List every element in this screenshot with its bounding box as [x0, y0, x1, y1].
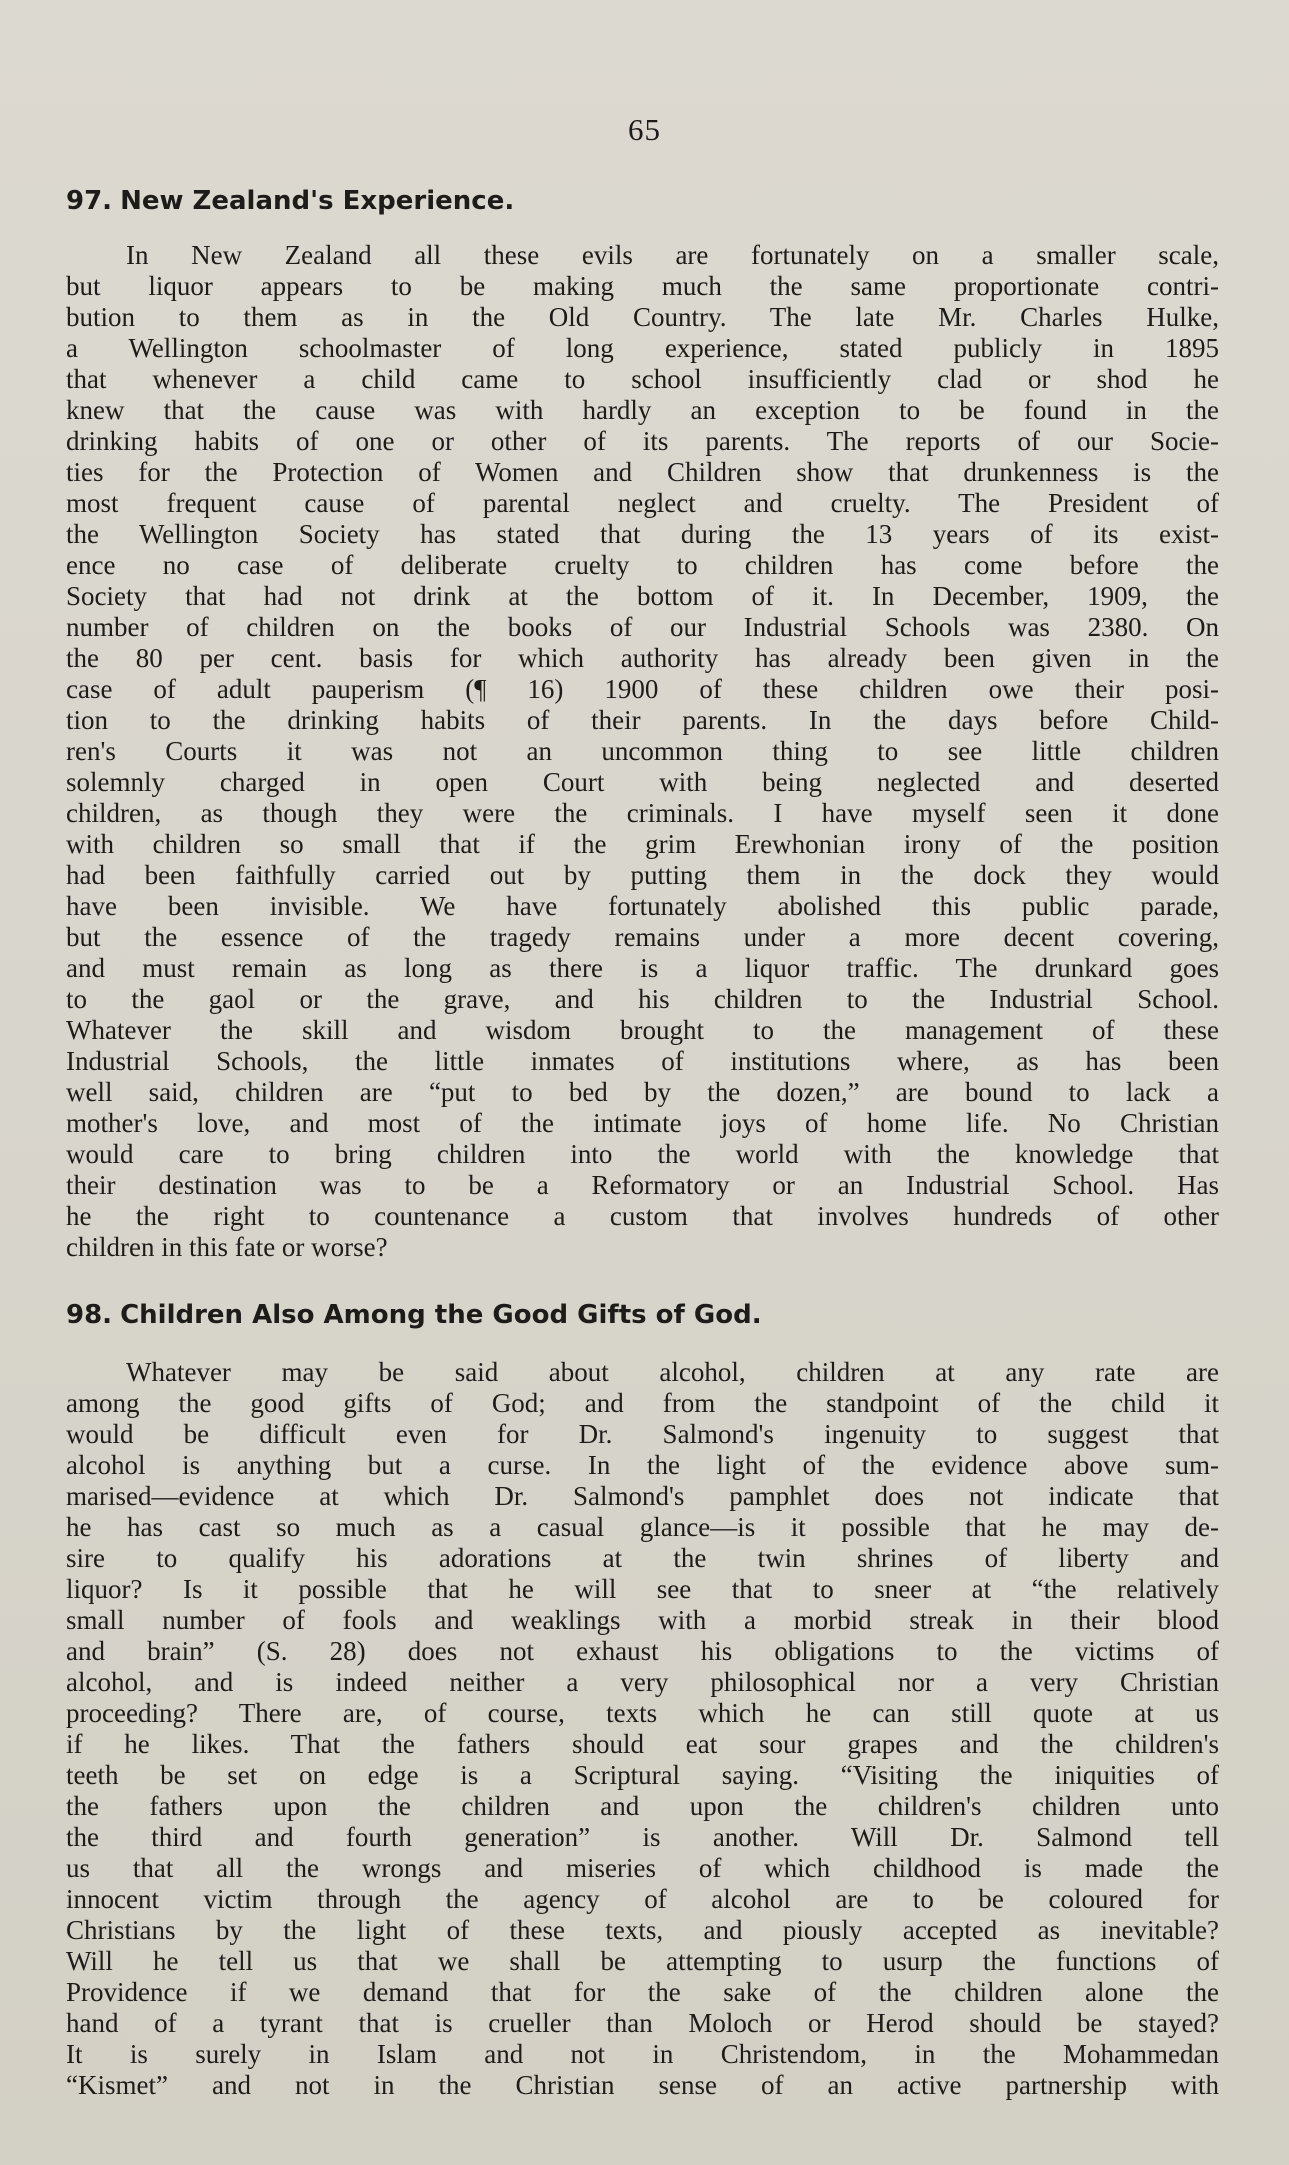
text-line: number of children on the books of our Industrial Schools was 2380. On	[66, 612, 1219, 642]
text-line: solemnly charged in open Court with being neglected and deserted	[66, 767, 1219, 797]
text-line: children in this fate or worse?	[66, 1232, 388, 1262]
text-line: teeth be set on edge is a Scriptural saying. “Visiting the iniquities of	[66, 1760, 1219, 1790]
text-line: small number of fools and weaklings with a morbid streak in their blood	[66, 1605, 1219, 1635]
text-line: had been faithfully carried out by putting them in the dock they would	[66, 860, 1219, 890]
text-line: hand of a tyrant that is crueller than Moloch or Herod should be stayed?	[66, 2008, 1219, 2038]
text-line: would care to bring children into the world with the knowledge that	[66, 1139, 1219, 1169]
section-heading-97	[66, 186, 1226, 216]
text-line: have been invisible. We have fortunately abolished this public parade,	[66, 891, 1219, 921]
section-number: 98.	[66, 1300, 113, 1330]
text-line: “Kismet” and not in the Christian sense of an active partnership with	[66, 2070, 1219, 2100]
text-line: Providence if we demand that for the sake of the children alone the	[66, 1977, 1219, 2007]
section-title: Children Also Among the Good Gifts of God.	[120, 1300, 762, 1330]
text-line: ties for the Protection of Women and Children show that drunkenness is the	[66, 457, 1219, 487]
text-line: and brain” (S. 28) does not exhaust his obligations to the victims of	[66, 1636, 1219, 1666]
text-line: the 80 per cent. basis for which authority has already been given in the	[66, 643, 1219, 673]
page-number: 65	[628, 112, 661, 147]
text-line: among the good gifts of God; and from the standpoint of the child it	[66, 1388, 1219, 1418]
text-line: case of adult pauperism (¶ 16) 1900 of these children owe their posi-	[66, 674, 1219, 704]
text-line: marised—evidence at which Dr. Salmond's pamphlet does not indicate that	[66, 1481, 1219, 1511]
text-line: mother's love, and most of the intimate joys of home life. No Christian	[66, 1108, 1219, 1138]
text-line: Society that had not drink at the bottom of it. In December, 1909, the	[66, 581, 1219, 611]
text-line: and must remain as long as there is a liquor traffic. The drunkard goes	[66, 953, 1219, 983]
text-line: us that all the wrongs and miseries of which childhood is made the	[66, 1853, 1219, 1883]
text-line: most frequent cause of parental neglect and cruelty. The President of	[66, 488, 1219, 518]
text-line: Christians by the light of these texts, and piously accepted as inevitable?	[66, 1915, 1219, 1945]
text-line: Whatever the skill and wisdom brought to the management of these	[66, 1015, 1219, 1045]
text-line: proceeding? There are, of course, texts which he can still quote at us	[66, 1698, 1219, 1728]
text-line: he the right to countenance a custom that involves hundreds of other	[66, 1201, 1219, 1231]
text-line: alcohol is anything but a curse. In the light of the evidence above sum-	[66, 1450, 1219, 1480]
text-line: the third and fourth generation” is another. Will Dr. Salmond tell	[66, 1822, 1219, 1852]
text-line: their destination was to be a Reformatory or an Industrial School. Has	[66, 1170, 1219, 1200]
text-line: Will he tell us that we shall be attempting to usurp the functions of	[66, 1946, 1219, 1976]
text-line: if he likes. That the fathers should eat sour grapes and the children's	[66, 1729, 1219, 1759]
text-line: drinking habits of one or other of its parents. The reports of our Socie-	[66, 426, 1219, 456]
text-line: sire to qualify his adorations at the twin shrines of liberty and	[66, 1543, 1219, 1573]
text-line: ence no case of deliberate cruelty to children has come before the	[66, 550, 1219, 580]
text-line: the Wellington Society has stated that during the 13 years of its exist-	[66, 519, 1219, 549]
text-line: a Wellington schoolmaster of long experience, stated publicly in 1895	[66, 333, 1219, 363]
text-line: innocent victim through the agency of alcohol are to be coloured for	[66, 1884, 1219, 1914]
text-line: with children so small that if the grim Erewhonian irony of the position	[66, 829, 1219, 859]
text-line: he has cast so much as a casual glance—is it possible that he may de-	[66, 1512, 1219, 1542]
text-line: well said, children are “put to bed by the dozen,” are bound to lack a	[66, 1077, 1219, 1107]
text-line: children, as though they were the criminals. I have myself seen it done	[66, 798, 1219, 828]
text-line: bution to them as in the Old Country. The late Mr. Charles Hulke,	[66, 302, 1219, 332]
section-97-paragraph	[66, 240, 1219, 1263]
text-line: to the gaol or the grave, and his children to the Industrial School.	[66, 984, 1219, 1014]
section-98-paragraph	[66, 1357, 1219, 2101]
text-line: that whenever a child came to school insufficiently clad or shod he	[66, 364, 1219, 394]
text-line: Whatever may be said about alcohol, children at any rate are	[126, 1357, 1219, 1387]
text-line: It is surely in Islam and not in Christendom, in the Mohammedan	[66, 2039, 1219, 2069]
text-line: Industrial Schools, the little inmates of institutions where, as has been	[66, 1046, 1219, 1076]
text-line: tion to the drinking habits of their parents. In the days before Child-	[66, 705, 1219, 735]
section-heading-98	[66, 1300, 1226, 1330]
text-line: but the essence of the tragedy remains under a more decent covering,	[66, 922, 1219, 952]
text-line: liquor? Is it possible that he will see that to sneer at “the relatively	[66, 1574, 1219, 1604]
text-line: In New Zealand all these evils are fortunately on a smaller scale,	[126, 240, 1219, 270]
text-line: the fathers upon the children and upon the children's children unto	[66, 1791, 1219, 1821]
text-line: alcohol, and is indeed neither a very philosophical nor a very Christian	[66, 1667, 1219, 1697]
section-title: New Zealand's Experience.	[120, 186, 515, 216]
section-number: 97.	[66, 186, 113, 216]
text-line: but liquor appears to be making much the same proportionate contri-	[66, 271, 1219, 301]
text-line: knew that the cause was with hardly an exception to be found in the	[66, 395, 1219, 425]
text-line: ren's Courts it was not an uncommon thing to see little children	[66, 736, 1219, 766]
text-line: would be difficult even for Dr. Salmond's ingenuity to suggest that	[66, 1419, 1219, 1449]
